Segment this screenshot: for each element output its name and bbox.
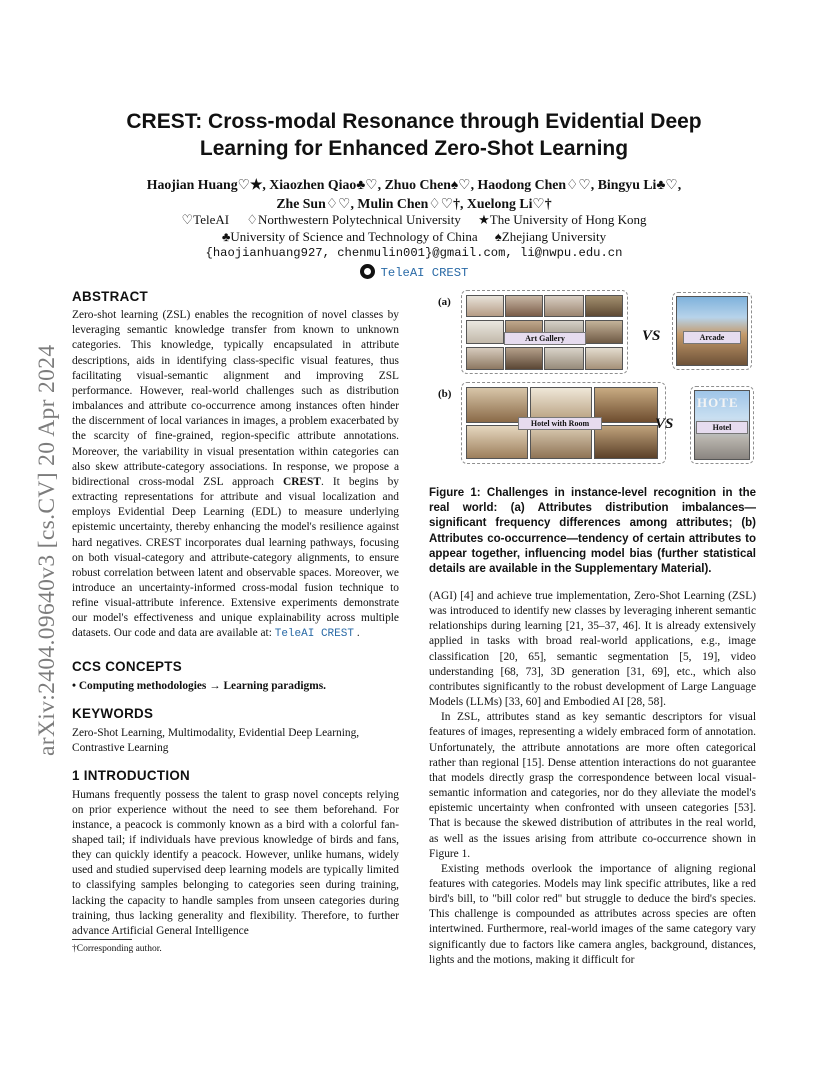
affiliations bbox=[90, 211, 738, 245]
ccs-text: • Computing methodologies → Learning paradigms. bbox=[72, 679, 326, 692]
right-column bbox=[429, 589, 756, 968]
left-column bbox=[72, 289, 399, 939]
panel-b-label: (b) bbox=[438, 388, 452, 400]
hotel-room-image bbox=[530, 425, 592, 459]
ccs-heading: CCS CONCEPTS bbox=[72, 658, 182, 674]
paper-title: CREST: Cross-modal Resonance through Evidential Deep Learning for Enhanced Zero-Shot Learning bbox=[126, 110, 702, 160]
gallery-image bbox=[585, 320, 623, 344]
intro-paragraph-2: In ZSL, attributes stand as key semantic descriptors for visual features of images, representing a widely embraced form of annotation. Unfortunately, the attribute annotations are more often categorical rather than regional [15]. Dense attention interactions do not guarantee that models directly grasp the correspondence between local visual-semantic information and categories, nor do they alleviate the model's epistemic uncertainty when confronted with unseen categories [53]. That is because the skewed distribution of attributes in the real world, as well as the issues arising from attribute co-occurrence shown in Figure 1. bbox=[429, 711, 756, 860]
panel-a-arcade bbox=[672, 292, 752, 370]
gallery-image bbox=[466, 320, 504, 344]
arcade-tag: Arcade bbox=[683, 331, 741, 344]
intro-text: Humans frequently possess the talent to grasp novel concepts relying on prior experience without the need to see them beforehand. For instance, a peacock is commonly known as a bird with a colorful fan-shaped tail; if individuals have previous knowledge of birds and fans, they can quickly identify a peacock. However, unlike humans, widely used and studied supervised deep learning models are typically limited to classifying samples belonging to categories seen during training, lacking the capacity to handle samples from unseen categories during training, thus lacking generality and flexibility. Therefore, to further advance Artificial General Intelligence bbox=[72, 788, 399, 937]
intro-heading: 1 INTRODUCTION bbox=[72, 768, 191, 784]
keywords-heading: KEYWORDS bbox=[72, 705, 154, 721]
keywords-text: Zero-Shot Learning, Multimodality, Evidential Deep Learning, Contrastive Learning bbox=[72, 727, 360, 755]
gallery-image bbox=[544, 295, 584, 317]
gallery-image bbox=[466, 295, 504, 317]
gallery-image bbox=[585, 295, 623, 317]
intro-paragraph-3: Existing methods overlook the importance of aligning regional features with categories. Models may link specific attributes, like a red bird's bill, to "bill color red" but struggle to deduce the bird's species. This challenge is compounded as attributes across species are often intertwined. Furthermore, real-world images of the same category vary significantly due to factors like camera angles, background, distances, lights and the motions, making it difficult for bbox=[429, 862, 756, 966]
abstract-method-name: CREST bbox=[282, 475, 321, 488]
footnote: †Corresponding author. bbox=[72, 944, 162, 954]
vs-label-b: VS bbox=[655, 416, 674, 432]
abstract-code-link[interactable]: TeleAI CREST bbox=[274, 628, 354, 641]
footnote-rule bbox=[72, 939, 132, 940]
affiliation-nwpu: ♢Northwestern Polytechnical University bbox=[246, 212, 461, 227]
panel-a-label: (a) bbox=[438, 296, 451, 308]
gallery-image bbox=[585, 347, 623, 370]
affiliation-hku: ★The University of Hong Kong bbox=[478, 212, 647, 227]
hotel-room-image bbox=[594, 425, 658, 459]
gallery-image bbox=[544, 347, 584, 370]
abstract-end: . bbox=[356, 627, 360, 640]
github-icon bbox=[360, 264, 375, 279]
github-link[interactable] bbox=[90, 264, 738, 280]
intro-paragraph-1: (AGI) [4] and achieve true implementation, Zero-Shot Learning (ZSL) was introduced to identify new classes by leveraging inherent semantic relationships during learning [21, 35–37, 46]. It is already extensively applied in tasks with broad real-world applications, e.g., image classification [20, 65], semantic segmentation [5, 19], video understanding [68, 73], 3D generation [31, 69], etc., which also contributes significantly to the robust development of Large Language Models (LLMs) [33, 60] and Embodied AI [28, 58]. bbox=[429, 590, 756, 709]
abstract-heading: ABSTRACT bbox=[72, 289, 149, 304]
author-list bbox=[90, 175, 738, 213]
hotel-room-image bbox=[594, 387, 658, 423]
affiliation-ustc: ♣University of Science and Technology of China bbox=[221, 229, 478, 244]
art-gallery-tag: Art Gallery bbox=[504, 332, 586, 345]
abstract-body: Zero-shot learning (ZSL) enables the recognition of novel classes by leveraging semantic knowledge transfer from known to unknown categories. This knowledge, typically encapsulated in attribute descriptions, aids in identifying class-specific visual features, thus facilitating visual-semantic alignment and improving ZSL performance. However, real-world challenges such as distribution imbalances and attribute co-occurrence among instances often hinder the discernment of local variances in images, a problem exacerbated by the scarcity of fine-grained, region-specific attribute annotations. Moreover, the variability in visual presentation within categories can also skew attribute-category associations. In response, we propose a bidirectional cross-modal ZSL approach bbox=[72, 309, 399, 488]
arxiv-sidebar bbox=[22, 286, 60, 756]
panel-a-gallery-images bbox=[461, 290, 628, 374]
arxiv-identifier: arXiv:2404.09640v3 [cs.CV] 20 Apr 2024 bbox=[34, 344, 60, 756]
affiliation-zju: ♠Zhejiang University bbox=[494, 229, 607, 244]
gallery-image bbox=[505, 347, 543, 370]
github-link-text[interactable]: TeleAI CREST bbox=[380, 266, 469, 280]
author-emails: {haojianhuang927, chenmulin001}@gmail.com, li@nwpu.edu.cn bbox=[205, 246, 623, 260]
abstract-body-2: . It begins by extracting representations for attribute and visual localization and employs Evidential Deep Learning (EDL) to measure underlying epistemic uncertainty, thereby enhancing the model's resilience against hard negatives. CREST incorporates dual learning pathways, focusing on both visual-category and attribute-category alignments, to ensure robust correlation between latent and observable spaces. Moreover, we introduce an uncertainty-informed cross-modal fusion technique to refine visual-attribute inference. Extensive experiments demonstrate our model's effectiveness and unique explainability across multiple datasets. Our code and data are available at: bbox=[72, 475, 399, 640]
panel-b-hotel-images bbox=[461, 382, 666, 464]
figure-1-caption: Figure 1: Challenges in instance-level recognition in the real world: (a) Attributes distribution imbalances—significant frequency differences among attributes; (b) Attributes co-occurrence—tendency of certain attributes to appear together, influencing model bias (further statistical details are available in the Supplementary Material). bbox=[429, 487, 756, 576]
hotel-sign-text: HOTE bbox=[697, 395, 739, 410]
authors-line-1: Haojian Huang♡★, Xiaozhen Qiao♣♡, Zhuo Chen♠♡, Haodong Chen♢♡, Bingyu Li♣♡, bbox=[146, 177, 682, 192]
gallery-image bbox=[466, 347, 504, 370]
authors-line-2: Zhe Sun♢♡, Mulin Chen♢♡†, Xuelong Li♡† bbox=[276, 196, 552, 211]
gallery-image bbox=[505, 295, 543, 317]
hotel-with-room-tag: Hotel with Room bbox=[518, 417, 602, 430]
abstract-text bbox=[72, 308, 399, 642]
hotel-tag: Hotel bbox=[696, 421, 748, 434]
panel-b-hotel bbox=[690, 386, 754, 464]
hotel-room-image bbox=[466, 425, 528, 459]
vs-label-a: VS bbox=[642, 328, 661, 344]
figure-1 bbox=[435, 290, 759, 468]
affiliation-teleai: ♡TeleAI bbox=[181, 212, 230, 227]
